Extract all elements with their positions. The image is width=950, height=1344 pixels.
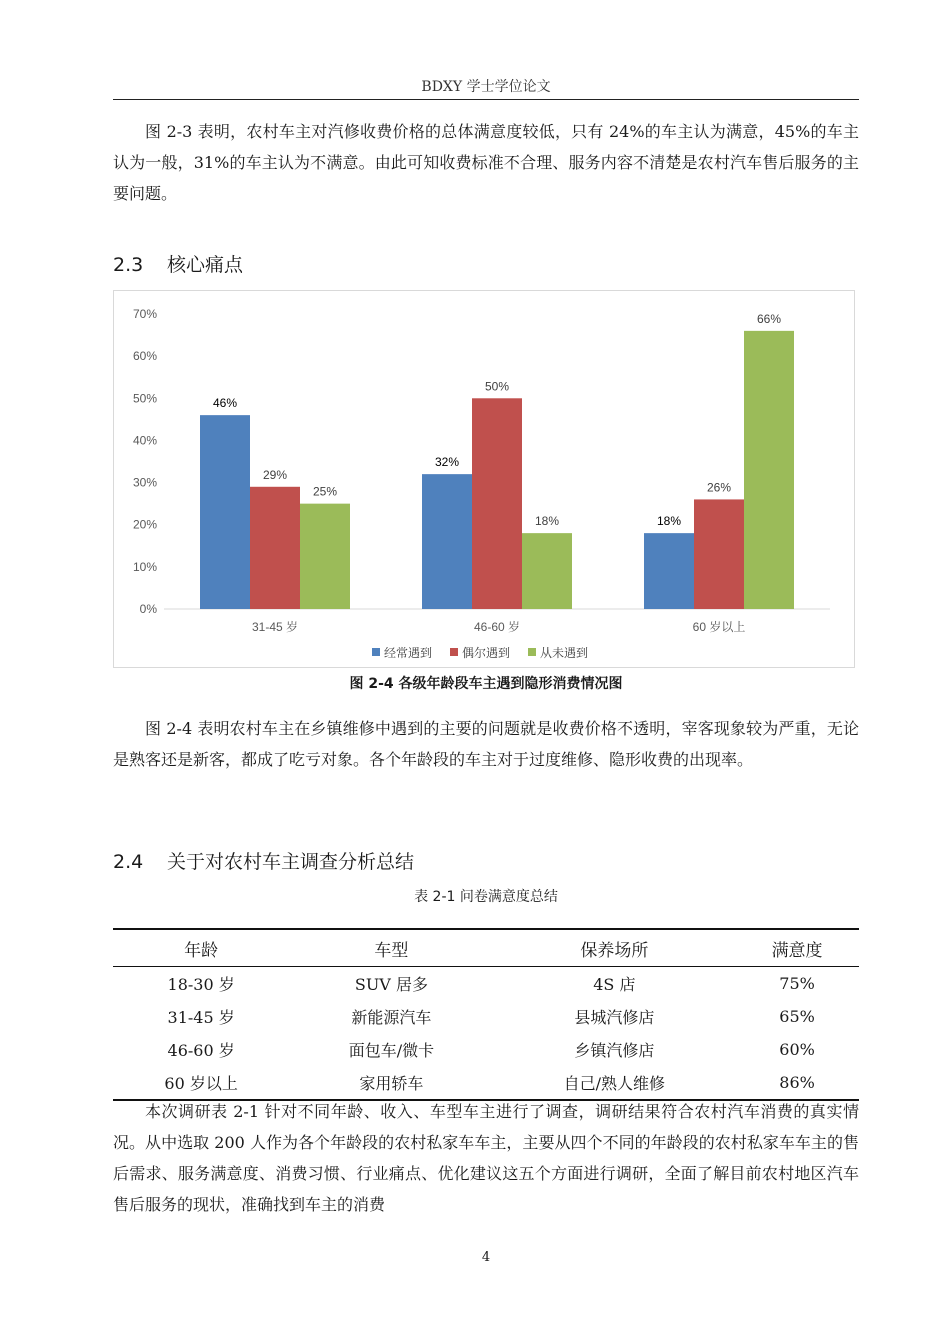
y-tick-label: 70% — [132, 307, 157, 321]
table-cell: 46-60 岁 — [167, 1041, 235, 1060]
data-label: 66% — [756, 311, 782, 326]
column-header: 年龄 — [113, 929, 289, 967]
paragraph-fig24-summary: 图 2-4 表明农村车主在乡镇维修中遇到的主要的问题就是收费价格不透明，宰客现象较为严重，无论是熟客还是新客，都成了吃亏对象。各个年龄段的车主对于过度维修、隐形收费的出现率。 — [113, 719, 859, 769]
data-label: 25% — [312, 484, 338, 499]
section-heading-2-3 — [113, 250, 243, 277]
legend-swatch — [528, 648, 536, 656]
data-label: 50% — [484, 379, 510, 394]
table-cell: 4S 店 — [593, 975, 636, 994]
page-number: 4 — [481, 1250, 491, 1265]
column-header: 车型 — [289, 929, 493, 967]
table-row — [113, 1066, 859, 1100]
data-label: 32% — [434, 455, 460, 470]
column-header: 满意度 — [735, 929, 859, 967]
header-rule — [113, 99, 859, 100]
table-caption: 表 2-1 问卷满意度总结 — [414, 889, 558, 905]
running-header: BDXY 学士学位论文 — [421, 79, 551, 95]
y-tick-label: 40% — [132, 433, 157, 448]
y-tick-label: 0% — [139, 602, 157, 616]
bar-chart-svg — [114, 291, 854, 667]
paragraph-fig23-summary: 图 2-3 表明，农村车主对汽修收费价格的总体满意度较低，只有 24%的车主认为满意，45%的车主认为一般，31%的车主认为不满意。由此可知收费标准不合理、服务内容不清楚是农村汽车售后服务的主要问题。 — [113, 122, 859, 203]
data-label: 18% — [656, 514, 682, 529]
table-cell: 60 岁以上 — [113, 1066, 289, 1100]
table-cell: 乡镇汽修店 — [574, 1041, 655, 1060]
section-number: 2.4 — [113, 851, 144, 873]
bar — [644, 533, 694, 609]
table-cell: 86% — [735, 1066, 859, 1100]
y-tick-label: 60% — [132, 349, 157, 364]
legend-label: 偶尔遇到 — [462, 646, 511, 660]
y-tick-label: 20% — [132, 517, 157, 532]
table-header-row — [113, 929, 859, 967]
bar — [422, 474, 472, 609]
x-tick-label: 31-45 岁 — [251, 620, 299, 634]
bar — [472, 398, 522, 609]
bar — [744, 331, 794, 609]
table-cell: 新能源汽车 — [351, 1008, 432, 1027]
data-label: 46% — [212, 396, 238, 411]
legend-swatch — [450, 648, 458, 656]
bar — [300, 504, 350, 609]
y-tick-label: 30% — [132, 475, 157, 490]
bar — [250, 487, 300, 609]
table-row — [113, 1000, 859, 1033]
bar — [200, 415, 250, 609]
satisfaction-table — [113, 928, 859, 1101]
table-cell: 65% — [779, 1007, 815, 1026]
section-heading-2-4 — [113, 847, 414, 874]
table-cell: 18-30 岁 — [167, 975, 235, 994]
y-tick-label: 10% — [132, 559, 157, 574]
x-tick-label: 60 岁以上 — [692, 620, 746, 634]
section-title: 关于对农村车主调查分析总结 — [167, 851, 415, 873]
table-cell: 31-45 岁 — [167, 1008, 235, 1027]
bar — [522, 533, 572, 609]
table-cell: 自己/熟人维修 — [494, 1066, 736, 1100]
legend-label: 从未遇到 — [540, 646, 589, 660]
section-number: 2.3 — [113, 254, 144, 276]
y-tick-label: 50% — [132, 391, 157, 406]
table-cell: SUV 居多 — [354, 975, 428, 994]
figure-caption: 图 2-4 各级年龄段车主遇到隐形消费情况图 — [349, 676, 623, 692]
data-label: 26% — [706, 480, 732, 495]
bar-chart — [113, 290, 855, 668]
legend-swatch — [372, 648, 380, 656]
table-row — [113, 967, 859, 1001]
table-cell: 60% — [779, 1040, 815, 1059]
legend-label: 经常遇到 — [384, 646, 433, 660]
table-cell: 面包车/微卡 — [348, 1041, 435, 1060]
data-label: 29% — [262, 467, 288, 482]
table-cell: 家用轿车 — [289, 1066, 493, 1100]
section-title: 核心痛点 — [167, 254, 244, 276]
table-cell: 75% — [779, 974, 815, 993]
paragraph-survey-summary: 本次调研表 2-1 针对不同年龄、收入、车型车主进行了调查，调研结果符合农村汽车消费的真实情况。从中选取 200 人作为各个年龄段的农村私家车车主，主要从四个不同的年龄段的农村私家车车主的售后需求、服务满意度、消费习惯、行业痛点、优化建议这五个方面进行调研，全面了解目前农村地区汽车售后服务的现状，准确找到车主的消费 — [113, 1102, 859, 1214]
table-row — [113, 1033, 859, 1066]
table-cell: 县城汽修店 — [574, 1008, 655, 1027]
bar — [694, 499, 744, 609]
data-label: 18% — [534, 514, 560, 529]
column-header: 保养场所 — [494, 929, 736, 967]
x-tick-label: 46-60 岁 — [473, 620, 521, 634]
